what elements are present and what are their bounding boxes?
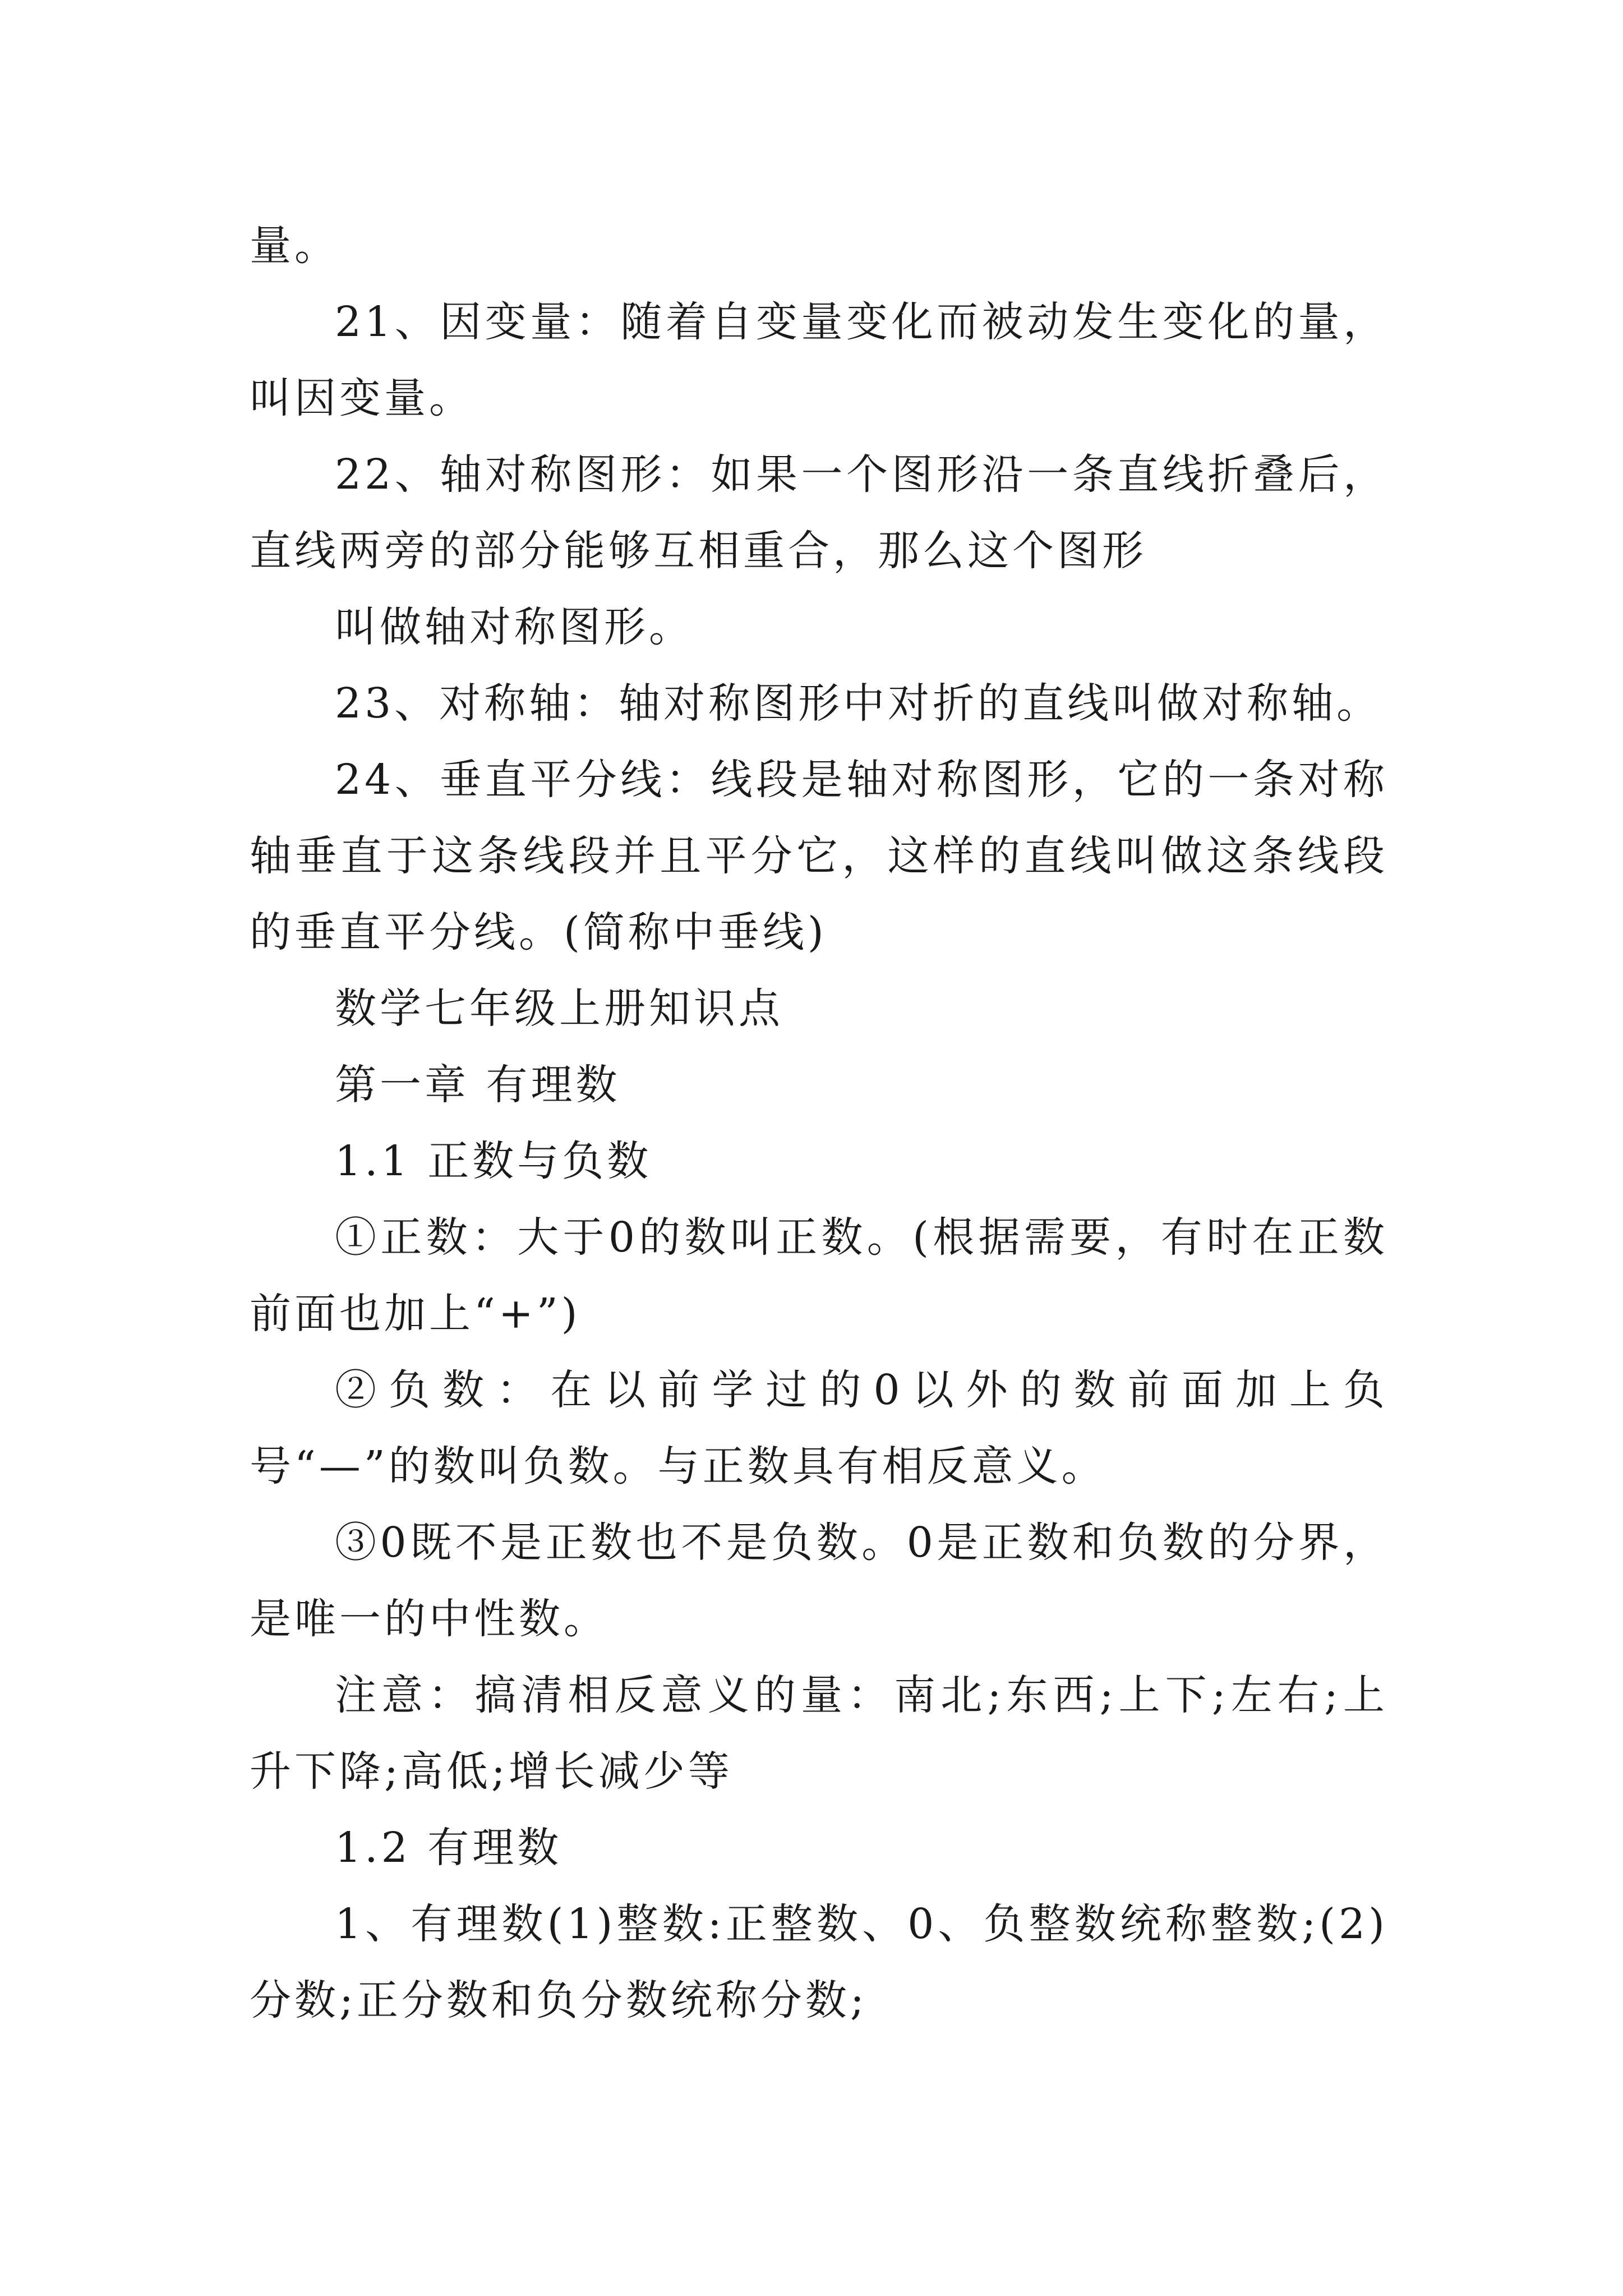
- paragraph-axis-of-symmetry: 23、对称轴：轴对称图形中对折的直线叫做对称轴。: [335, 679, 1382, 728]
- paragraph-continuation: 量。: [250, 222, 339, 270]
- paragraph-negative-number: ②负数：在以前学过的0以外的数前面加上负号“—”的数叫负数。与正数具有相反意义。: [250, 1366, 1388, 1490]
- paragraph-axisymmetric-figure: 22、轴对称图形：如果一个图形沿一条直线折叠后，直线两旁的部分能够互相重合，那么这个图形: [250, 450, 1388, 575]
- paragraph-dependent-variable: 21、因变量：随着自变量变化而被动发生变化的量，叫因变量。: [250, 298, 1388, 422]
- subsection-heading-1-1: 1.1 正数与负数: [335, 1137, 652, 1185]
- paragraph-axisymmetric-figure-end: 叫做轴对称图形。: [335, 603, 694, 651]
- paragraph-zero: ③0既不是正数也不是负数。0是正数和负数的分界，是唯一的中性数。: [250, 1519, 1388, 1643]
- paragraph-note: 注意：搞清相反意义的量：南北;东西;上下;左右;上升下降;高低;增长减少等: [250, 1671, 1388, 1796]
- document-body: [250, 208, 1388, 2039]
- paragraph-positive-number: ①正数：大于0的数叫正数。(根据需要，有时在正数前面也加上“+”): [250, 1213, 1388, 1338]
- section-title: 数学七年级上册知识点: [335, 984, 783, 1033]
- paragraph-rational-numbers: 1、有理数(1)整数:正整数、0、负整数统称整数;(2)分数;正分数和负分数统称分数;: [250, 1900, 1388, 2024]
- paragraph-perpendicular-bisector: 24、垂直平分线：线段是轴对称图形，它的一条对称轴垂直于这条线段并且平分它，这样的直线叫做这条线段的垂直平分线。(简称中垂线): [250, 756, 1388, 956]
- chapter-heading: 第一章 有理数: [335, 1061, 621, 1109]
- subsection-heading-1-2: 1.2 有理数: [335, 1824, 562, 1872]
